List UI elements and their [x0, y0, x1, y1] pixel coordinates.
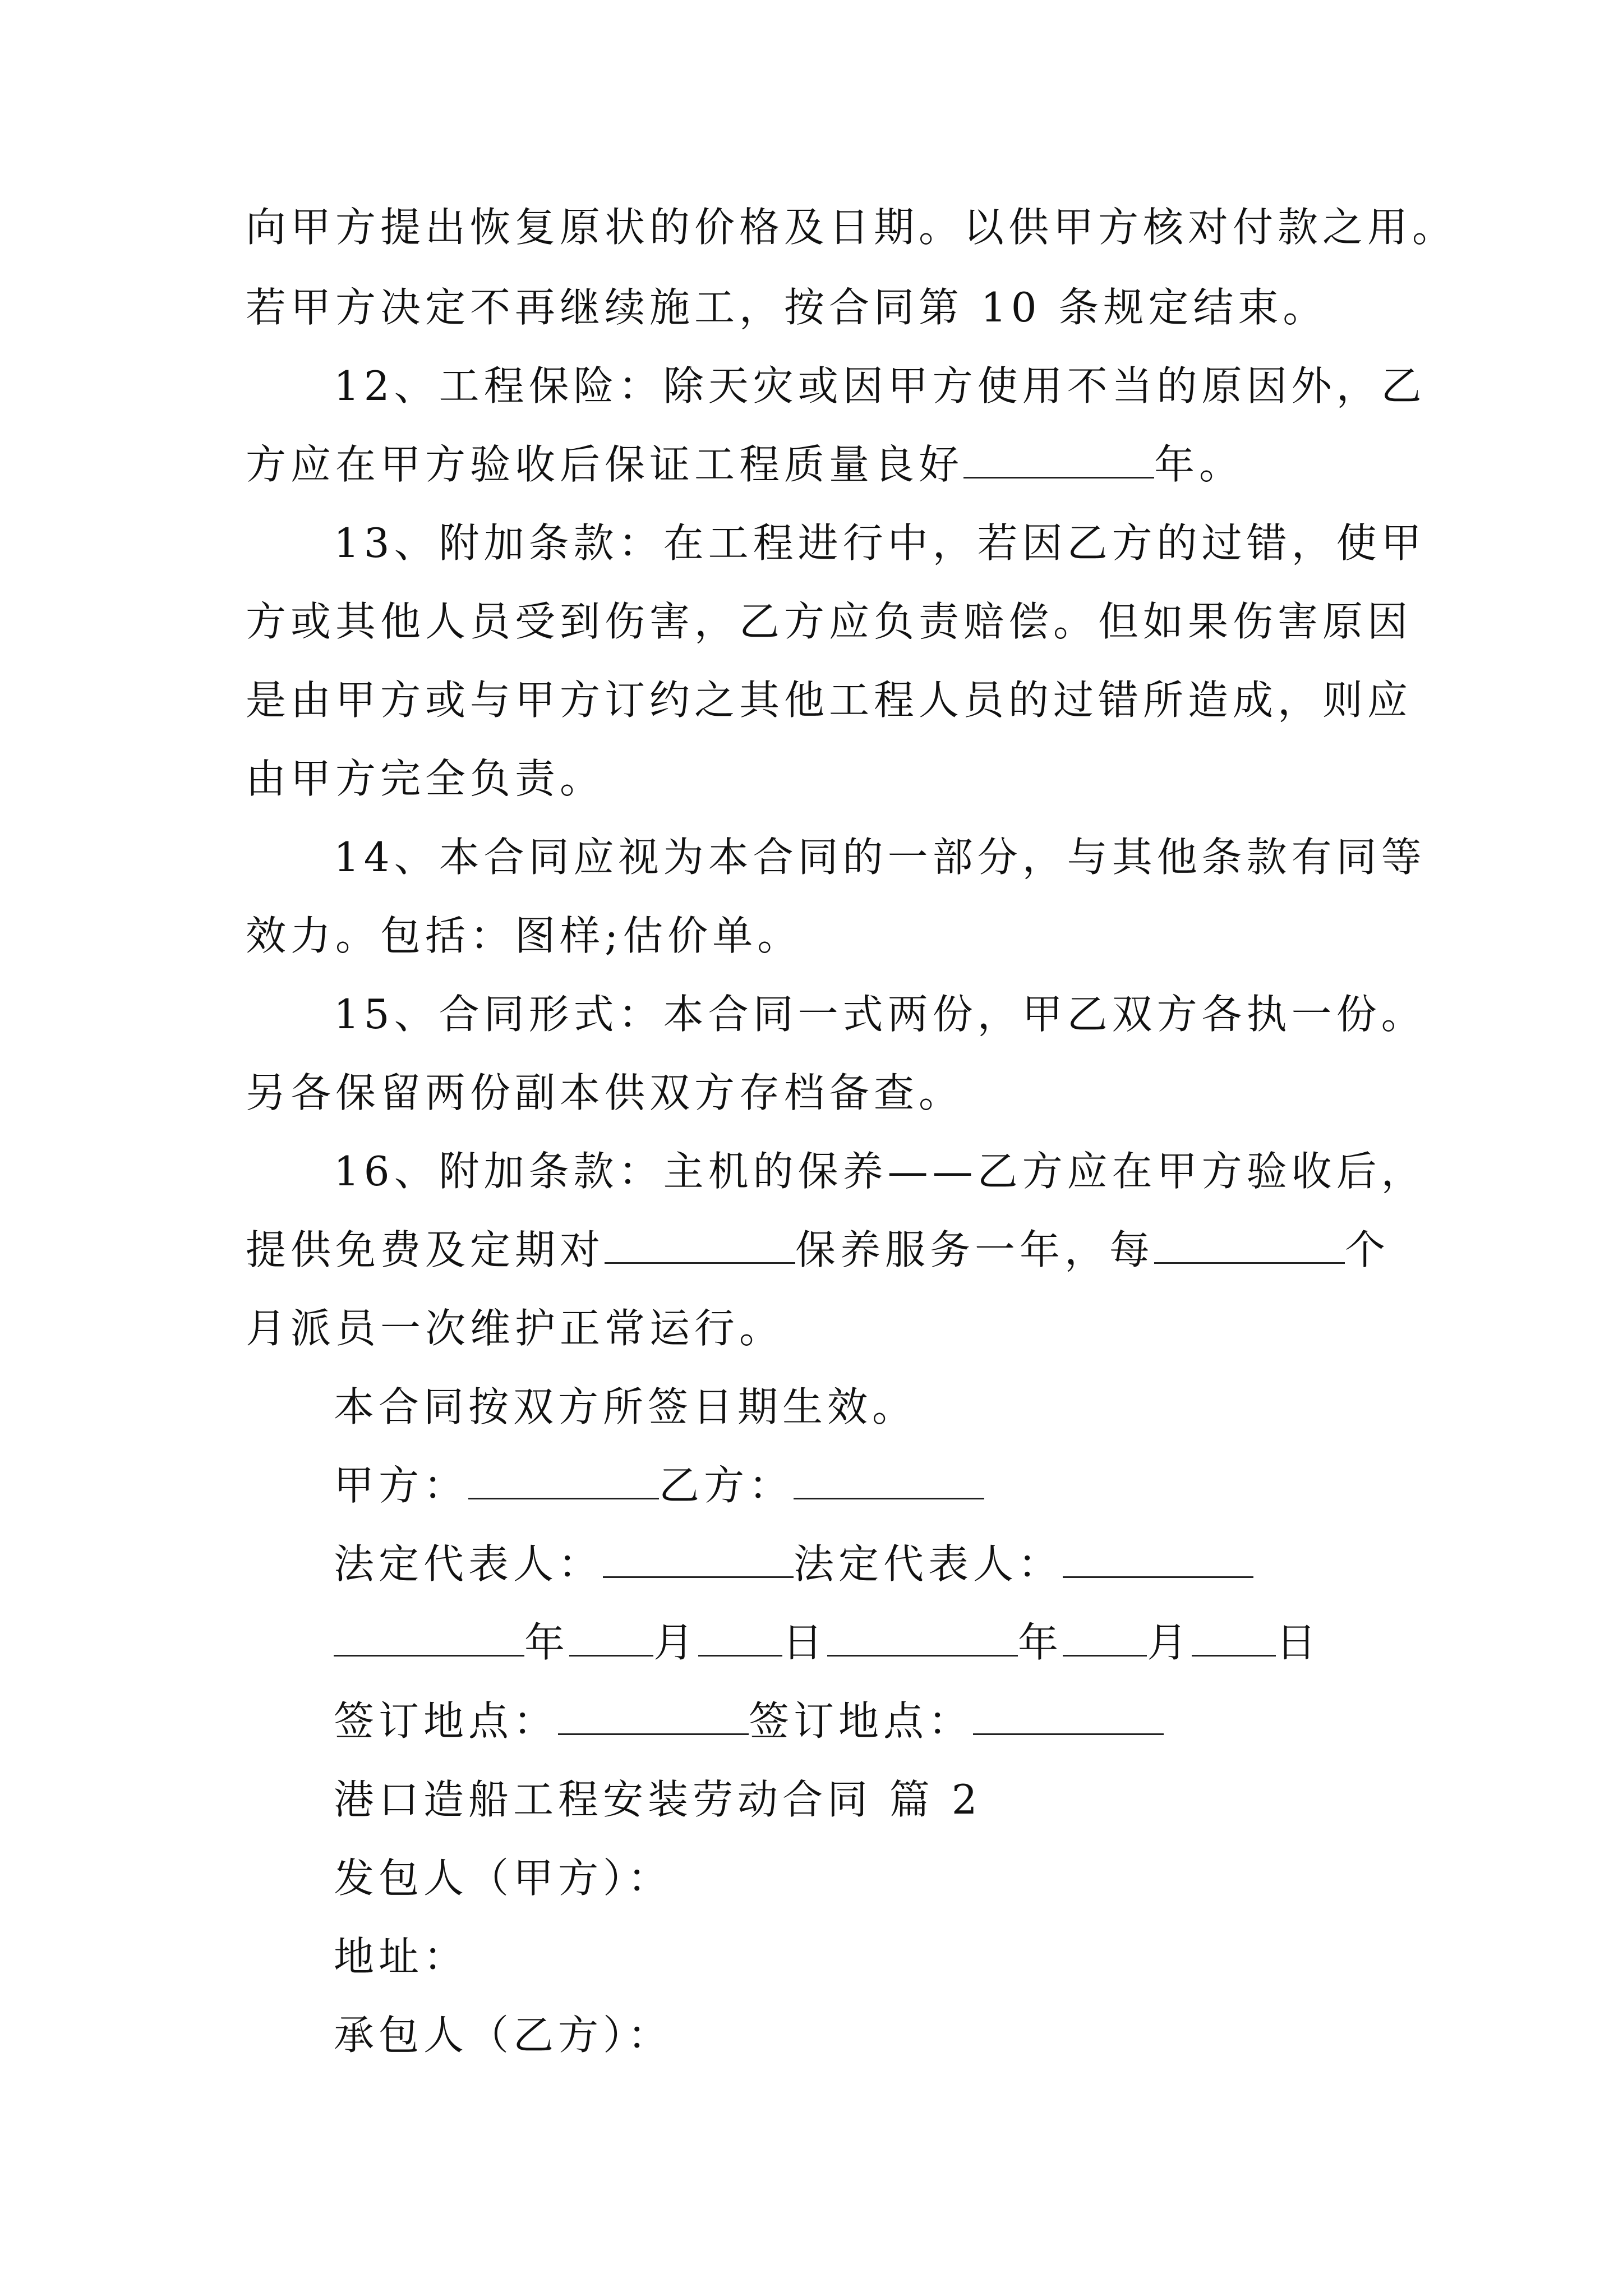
address-line	[334, 1929, 468, 1985]
clause-16-line-1	[334, 1143, 1426, 1199]
party-a-label: 甲方：	[334, 1462, 469, 1509]
text: 13、附加条款：在工程进行中，若因乙方的过错，使甲	[334, 519, 1426, 567]
clause-16-line-3	[246, 1300, 784, 1356]
place-a-blank[interactable]	[558, 1694, 749, 1735]
signature-parties	[334, 1457, 984, 1513]
text: 另各保留两份副本供双方存档备查。	[246, 1069, 964, 1116]
blank-field[interactable]	[1154, 1223, 1345, 1264]
place-a-label: 签订地点：	[334, 1697, 559, 1745]
clause-13-line-2	[246, 593, 1412, 650]
month-label: 月	[1147, 1619, 1192, 1666]
signature-places	[334, 1693, 1164, 1749]
place-b-blank[interactable]	[973, 1694, 1164, 1735]
party-a-blank[interactable]	[468, 1458, 659, 1499]
year-label: 年	[1018, 1619, 1063, 1666]
employer-line	[334, 1850, 672, 1906]
clause-16-line-2	[246, 1222, 1390, 1278]
contractor-line	[334, 2007, 672, 2063]
day-b-blank[interactable]	[1192, 1616, 1276, 1657]
effective-date-line	[334, 1379, 917, 1435]
text: 向甲方提出恢复原状的价格及日期。以供甲方核对付款之用。	[246, 204, 1458, 251]
blank-field[interactable]	[963, 438, 1154, 478]
day-label: 日	[782, 1619, 828, 1666]
text: 港口造船工程安装劳动合同 篇 2	[334, 1776, 982, 1823]
rep-a-label: 法定代表人：	[334, 1540, 603, 1588]
text: 方或其他人员受到伤害，乙方应负责赔偿。但如果伤害原因	[246, 598, 1413, 645]
month-a-blank[interactable]	[569, 1616, 653, 1657]
day-a-blank[interactable]	[698, 1616, 782, 1657]
text: 提供免费及定期对	[246, 1226, 605, 1273]
clause-13-line-4	[246, 751, 605, 807]
text: 16、附加条款：主机的保养——乙方应在甲方验收后，	[334, 1148, 1426, 1195]
year-a-blank[interactable]	[334, 1616, 524, 1657]
clause-15-line-1	[334, 986, 1426, 1042]
clause-12-line-1	[334, 358, 1426, 414]
text: 个	[1345, 1226, 1390, 1273]
text: 12、工程保险：除天灾或因甲方使用不当的原因外，乙	[334, 362, 1426, 409]
year-b-blank[interactable]	[827, 1616, 1018, 1657]
rep-b-label: 法定代表人：	[794, 1540, 1063, 1588]
clause-13-line-1	[334, 515, 1426, 571]
text: 是由甲方或与甲方订约之其他工程人员的过错所造成，则应	[246, 677, 1413, 724]
text: 效力。包括：图样;估价单。	[246, 912, 803, 959]
text: 发包人（甲方）：	[334, 1855, 673, 1902]
text: 保养服务一年，每	[795, 1226, 1155, 1273]
text: 地址：	[334, 1933, 469, 1980]
paragraph-line	[246, 199, 1457, 255]
section-2-title	[334, 1772, 982, 1828]
text: 本合同按双方所签日期生效。	[334, 1383, 917, 1430]
clause-13-line-3	[246, 672, 1412, 728]
month-label: 月	[653, 1619, 699, 1666]
signature-representatives	[334, 1536, 1253, 1592]
rep-b-blank[interactable]	[1063, 1537, 1253, 1578]
text: 方应在甲方验收后保证工程质量良好	[246, 441, 964, 488]
blank-field[interactable]	[605, 1223, 795, 1264]
text: 若甲方决定不再继续施工，按合同第 10 条规定结束。	[246, 284, 1328, 331]
year-label: 年	[524, 1619, 570, 1666]
text: 14、本合同应视为本合同的一部分，与其他条款有同等	[334, 834, 1426, 881]
text: 15、合同形式：本合同一式两份，甲乙双方各执一份。	[334, 991, 1426, 1038]
text: 年。	[1154, 441, 1244, 488]
month-b-blank[interactable]	[1063, 1616, 1147, 1657]
place-b-label: 签订地点：	[749, 1697, 974, 1745]
clause-15-line-2	[246, 1065, 963, 1121]
signature-dates	[334, 1614, 1321, 1671]
paragraph-line	[246, 279, 1327, 335]
party-b-label: 乙方：	[659, 1462, 794, 1509]
text: 承包人（乙方）：	[334, 2012, 673, 2059]
clause-14-line-1	[334, 829, 1426, 885]
party-b-blank[interactable]	[794, 1458, 984, 1499]
clause-12-line-2	[246, 436, 1244, 493]
day-label: 日	[1276, 1619, 1321, 1666]
clause-14-line-2	[246, 908, 802, 964]
text: 由甲方完全负责。	[246, 755, 605, 802]
rep-a-blank[interactable]	[603, 1537, 794, 1578]
text: 月派员一次维护正常运行。	[246, 1305, 785, 1352]
